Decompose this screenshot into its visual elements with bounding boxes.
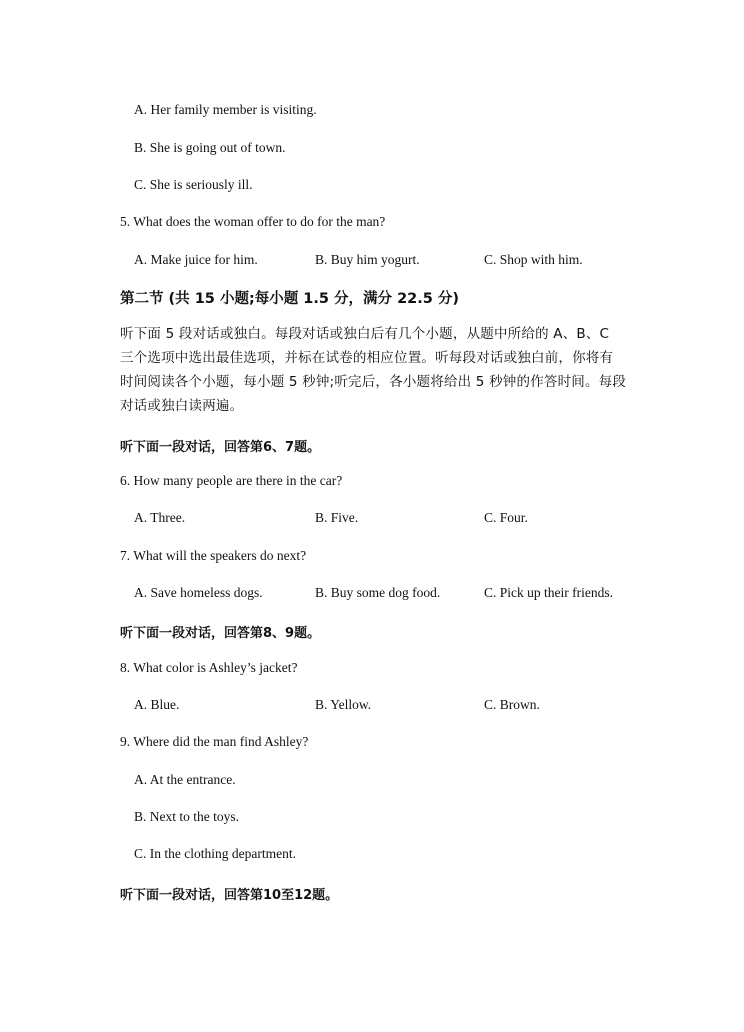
q5-option-b: B. Buy him yogurt. bbox=[315, 252, 420, 267]
q4-option-a: A. Her family member is visiting. bbox=[134, 102, 317, 117]
q9-question: 9. Where did the man find Ashley? bbox=[120, 734, 309, 749]
q9-option-a: A. At the entrance. bbox=[134, 772, 236, 787]
instruction-line: 时间阅读各个小题，每小题 5 秒钟;听完后，各小题将给出 5 秒钟的作答时间。每段 bbox=[120, 374, 627, 390]
dialog-instruction-8-9: 听下面一段对话，回答第8、9题。 bbox=[120, 626, 321, 641]
q6-question: 6. How many people are there in the car? bbox=[120, 473, 343, 488]
q6-option-a: A. Three. bbox=[134, 510, 186, 525]
q4-option-b: B. She is going out of town. bbox=[134, 140, 286, 155]
instruction-line: 听下面 5 段对话或独白。每段对话或独白后有几个小题，从题中所给的 A、B、C bbox=[120, 326, 610, 342]
instruction-line: 对话或独白读两遍。 bbox=[120, 398, 244, 414]
q7-option-b: B. Buy some dog food. bbox=[315, 585, 441, 600]
q7-question: 7. What will the speakers do next? bbox=[120, 548, 307, 563]
q8-option-c: C. Brown. bbox=[484, 697, 540, 712]
dialog-instruction-6-7: 听下面一段对话，回答第6、7题。 bbox=[120, 440, 321, 455]
q9-option-c: C. In the clothing department. bbox=[134, 846, 296, 861]
dialog-instruction-10-12: 听下面一段对话，回答第10至12题。 bbox=[120, 888, 339, 903]
q8-option-a: A. Blue. bbox=[134, 697, 180, 712]
q5-option-c: C. Shop with him. bbox=[484, 252, 583, 267]
q6-option-b: B. Five. bbox=[315, 510, 359, 525]
q8-question: 8. What color is Ashley’s jacket? bbox=[120, 660, 298, 675]
q9-option-b: B. Next to the toys. bbox=[134, 809, 239, 824]
q6-option-c: C. Four. bbox=[484, 510, 528, 525]
q8-option-b: B. Yellow. bbox=[315, 697, 372, 712]
q5-question: 5. What does the woman offer to do for the man? bbox=[120, 214, 386, 229]
section2-instructions bbox=[120, 322, 630, 418]
instruction-line: 三个选项中选出最佳选项，并标在试卷的相应位置。听每段对话或独白前，你将有 bbox=[120, 350, 614, 366]
section2-heading: 第二节 (共 15 小题;每小题 1.5 分，满分 22.5 分) bbox=[120, 291, 460, 307]
q4-option-c: C. She is seriously ill. bbox=[134, 177, 253, 192]
q5-option-a: A. Make juice for him. bbox=[134, 252, 258, 267]
q7-option-a: A. Save homeless dogs. bbox=[134, 585, 263, 600]
q7-option-c: C. Pick up their friends. bbox=[484, 585, 613, 600]
